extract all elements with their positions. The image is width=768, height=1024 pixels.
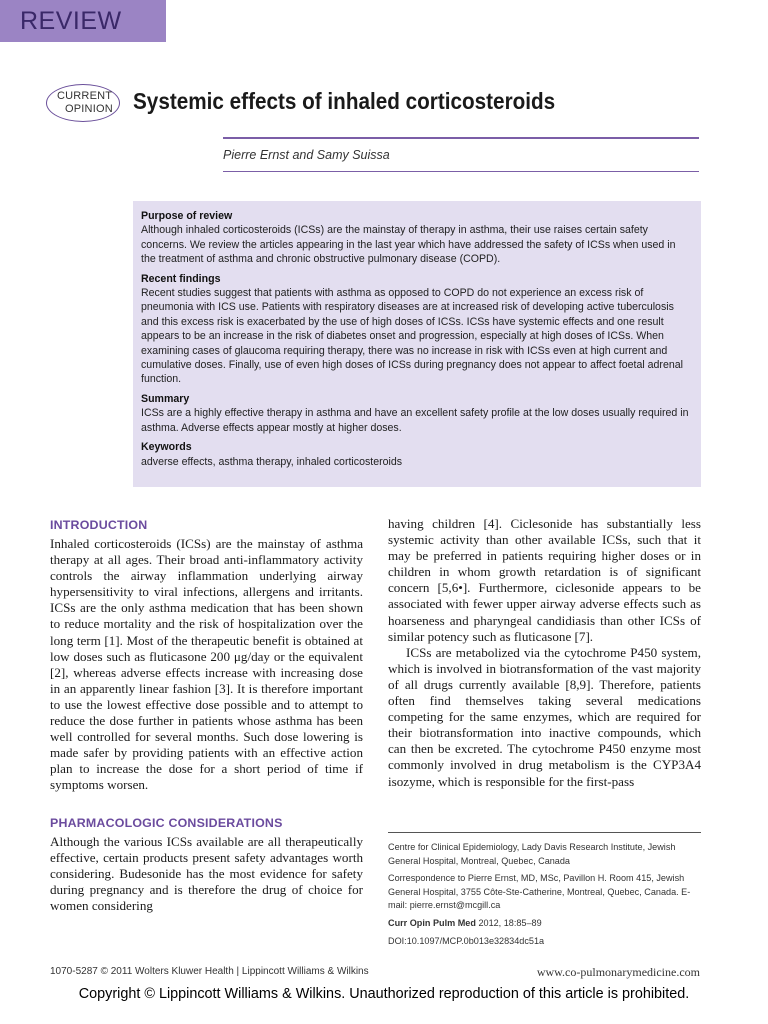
affiliation-centre: Centre for Clinical Epidemiology, Lady Davis Research Institute, Jewish General Hospital, Montreal, Quebec, Canada <box>388 842 676 866</box>
summary-heading: Summary <box>141 392 190 405</box>
citation-journal: Curr Opin Pulm Med <box>388 917 476 928</box>
pharmacologic-text: Although the various ICSs available are all therapeutically effective, certain products present safety advantages worth considering. Budesonide has the most evidence for safety during pregnancy and is therefore the drug of choice for women considering <box>50 833 363 913</box>
keywords-text: adverse effects, asthma therapy, inhaled corticosteroids <box>141 455 403 468</box>
right-paragraph-1: having children [4]. Ciclesonide has substantially less systemic activity than other available ICSs, such that it may be preferred in patients requiring higher doses or in children in whom growth retardation is of significant concern [5,6•]. Furthermore, ciclesonide appears to be associated with fewer upper airway adverse effects such as hoarseness and pharyngeal candidiasis than other ICSs of similar potency such as fluticasone [7]. <box>388 516 701 644</box>
affiliation-block <box>388 832 701 952</box>
purpose-text: Although inhaled corticosteroids (ICSs) are the mainstay of therapy in asthma, their use raises certain safety concerns. We review the articles appearing in the last year which have addressed the safety of ICSs when used in the treatment of asthma and chronic obstructive pulmonary disease (COPD). <box>141 224 676 266</box>
logo-text-current: CURRENT <box>57 90 113 102</box>
doi: DOI:10.1097/MCP.0b013e32834dc51a <box>388 935 545 946</box>
purpose-heading: Purpose of review <box>141 210 233 222</box>
title-divider <box>223 137 699 139</box>
article-authors: Pierre Ernst and Samy Suissa <box>223 148 390 162</box>
authors-divider <box>223 171 699 172</box>
citation <box>388 917 701 931</box>
pharmacologic-heading: PHARMACOLOGIC CONSIDERATIONS <box>50 815 283 830</box>
left-column <box>50 516 363 914</box>
citation-detail: 2012, 18:85–89 <box>475 917 542 928</box>
introduction-text: Inhaled corticosteroids (ICSs) are the mainstay of asthma therapy at all ages. Their broad anti-inflammatory activity controls the airway inflammation underlying airway hypersensitivity to viral infections, allergens and irritants. ICSs are the only asthma medication that has been shown to reduce mortality and the risk of hospitalization over the long term [1]. Most of the therapeutic benefit is obtained at low doses such as fluticasone 200 μg/day or the equivalent [2], whereas adverse effects increase with increasing dose in an apparently linear fashion [3]. It is therefore important to use the lowest effective dose possible and to attempt to reduce the dose further in patients whose asthma has been well controlled for several months. Such dose lowering is made safer by providing patients with an effective action plan to increase the dose for a short period of time if symptoms worsen. <box>50 536 363 793</box>
summary-text: ICSs are a highly effective therapy in asthma and have an excellent safety profile at the low doses usually required in asthma. Adverse effects appear mostly at higher doses. <box>141 407 689 434</box>
findings-text: Recent studies suggest that patients with asthma as opposed to COPD do not experience an excess risk of pneumonia with ICS use. Patients with respiratory diseases are at increased risk of developing active tuberculosis and this excess risk is exacerbated by the use of high doses of ICSs. ICSs have systemic effects and one result appears to be an increase in the risk of diabetes onset and progression, especially at high doses of ICSs. When examining cases of glaucoma requiring therapy, there was no increase in risk with ICSs even at high current and cumulative doses. Finally, use of even high doses of ICSs during pregnancy does not appear to affect foetal adrenal function. <box>141 287 683 386</box>
copyright-notice: Copyright © Lippincott Williams & Wilkins. Unauthorized reproduction of this article is prohibited. <box>78 986 690 1002</box>
article-title: Systemic effects of inhaled corticosteroids <box>133 88 556 114</box>
introduction-heading: INTRODUCTION <box>50 518 148 532</box>
abstract-box <box>133 201 701 487</box>
keywords-heading: Keywords <box>141 441 192 454</box>
logo-text-opinion: OPINION <box>65 103 113 115</box>
section-spacer <box>50 794 363 814</box>
section-tab: REVIEW <box>0 0 166 42</box>
current-opinion-logo <box>46 84 120 122</box>
footer-website: www.co-pulmonarymedicine.com <box>536 965 700 979</box>
correspondence: Correspondence to Pierre Ernst, MD, MSc, Pavillon H. Room 415, Jewish General Hospital, 3755 Côte-Ste-Catherine, Montreal, Quebec, Canada. E-mail: pierre.ernst@mcgill.ca <box>388 873 691 911</box>
right-paragraph-2: ICSs are metabolized via the cytochrome P450 system, which is involved in biotransformation of the vast majority of all drugs currently available [8,9]. Therefore, patients often find themselves taking several medications competing for the same enzymes, which are required for their biotransformation into inactive compounds, which can then be excreted. The cytochrome P450 enzyme most commonly involved in drug metabolism is the CYP3A4 isozyme, which is responsible for the first-pass <box>388 644 701 789</box>
right-column <box>388 516 701 790</box>
findings-heading: Recent findings <box>141 272 221 285</box>
footer-issn: 1070-5287 © 2011 Wolters Kluwer Health | Lippincott Williams & Wilkins <box>50 966 369 977</box>
